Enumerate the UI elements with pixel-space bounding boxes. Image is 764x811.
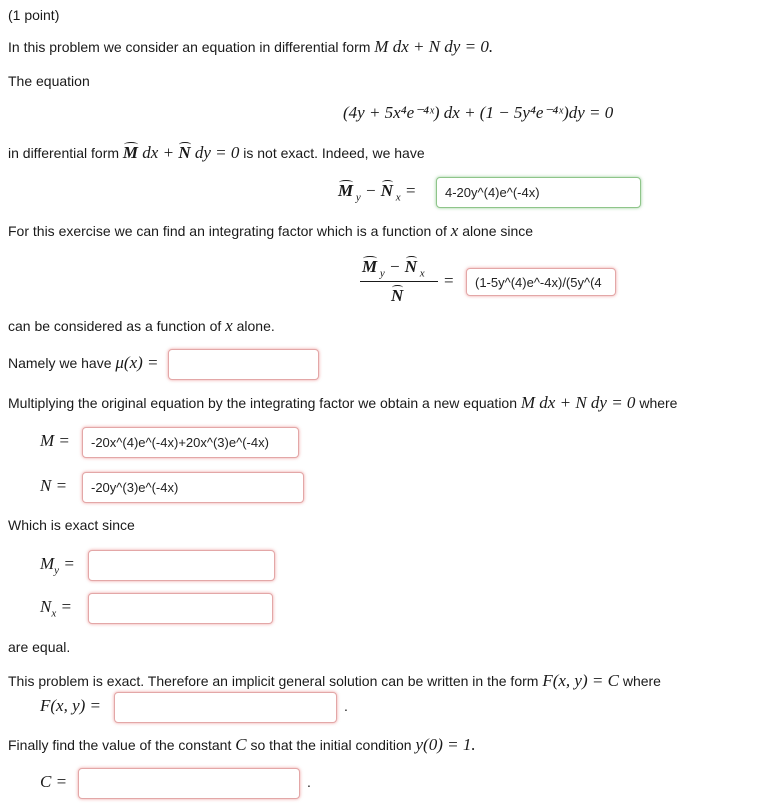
- nx-input[interactable]: [88, 593, 273, 624]
- multiply-line: [8, 394, 677, 412]
- implicit-tail: where: [622, 673, 661, 689]
- fraction-bar: [360, 281, 438, 282]
- my-minus-nx-label: M $_y$ − N $_x$ =: [338, 181, 417, 204]
- not-exact-line: [8, 144, 425, 162]
- considered-line: [8, 317, 275, 335]
- f-period: .: [344, 698, 348, 714]
- points-label: (1 point): [8, 7, 60, 23]
- my-minus-nx-input[interactable]: [436, 177, 641, 208]
- m-input[interactable]: [82, 427, 299, 458]
- implicit-text: This problem is exact. Therefore an implicit general solution can be written in the form: [8, 673, 539, 689]
- multiply-tail: where: [639, 395, 678, 411]
- implicit-equation: F(x, y) = C: [542, 671, 619, 690]
- m-label: M =: [40, 431, 70, 450]
- c-input[interactable]: [78, 768, 300, 799]
- namely-text: Namely we have: [8, 355, 112, 371]
- fraction-denominator: N: [391, 286, 404, 305]
- main-equation: (4y + 5x⁴e⁻⁴ˣ) dx + (1 − 5y⁴e⁻⁴ˣ)dy = 0: [343, 103, 614, 122]
- implicit-line: [8, 672, 661, 690]
- not-exact-suffix: is not exact. Indeed, we have: [243, 145, 425, 161]
- final-mid: so that the initial condition: [250, 737, 412, 753]
- f-input[interactable]: [114, 692, 337, 723]
- c-label: C =: [40, 772, 68, 791]
- my-input[interactable]: [88, 550, 275, 581]
- my-label: $M_y$ =: [40, 554, 75, 577]
- equation-label: The equation: [8, 73, 90, 89]
- ratio-input[interactable]: [466, 268, 616, 296]
- final-line: [8, 736, 476, 754]
- tilde-equation: M dx + N dy = 0: [122, 143, 240, 162]
- n-input[interactable]: [82, 472, 304, 503]
- fraction-numerator: M $_y$ − N $_x$: [362, 257, 425, 280]
- f-label: F(x, y) =: [40, 696, 102, 715]
- considered-text: can be considered as a function of: [8, 318, 222, 334]
- multiply-equation: M dx + N dy = 0: [520, 393, 636, 412]
- mu-input[interactable]: [168, 349, 319, 380]
- intro-equation: M dx + N dy = 0.: [374, 37, 494, 56]
- c-period: .: [307, 774, 311, 790]
- integrating-factor-tail: alone since: [462, 223, 534, 239]
- intro-line: [8, 38, 493, 56]
- integrating-factor-line: [8, 222, 533, 240]
- nx-label: $N_x$ =: [40, 597, 72, 620]
- multiply-text: Multiplying the original equation by the integrating factor we obtain a new equation: [8, 395, 517, 411]
- considered-var: x: [225, 316, 233, 335]
- mu-label: μ(x) =: [115, 353, 159, 372]
- not-exact-prefix: in differential form: [8, 145, 120, 161]
- intro-text: In this problem we consider an equation in differential form: [8, 39, 371, 55]
- final-var: C: [235, 735, 247, 754]
- exact-since: Which is exact since: [8, 517, 135, 533]
- n-label: N =: [40, 476, 68, 495]
- final-condition: y(0) = 1.: [415, 735, 476, 754]
- var-x: x: [450, 221, 459, 240]
- integrating-factor-text: For this exercise we can find an integrating factor which is a function of: [8, 223, 447, 239]
- namely-line: [8, 354, 159, 372]
- are-equal: are equal.: [8, 639, 71, 655]
- considered-tail: alone.: [236, 318, 275, 334]
- equals-sign: =: [444, 271, 454, 290]
- final-text: Finally find the value of the constant: [8, 737, 232, 753]
